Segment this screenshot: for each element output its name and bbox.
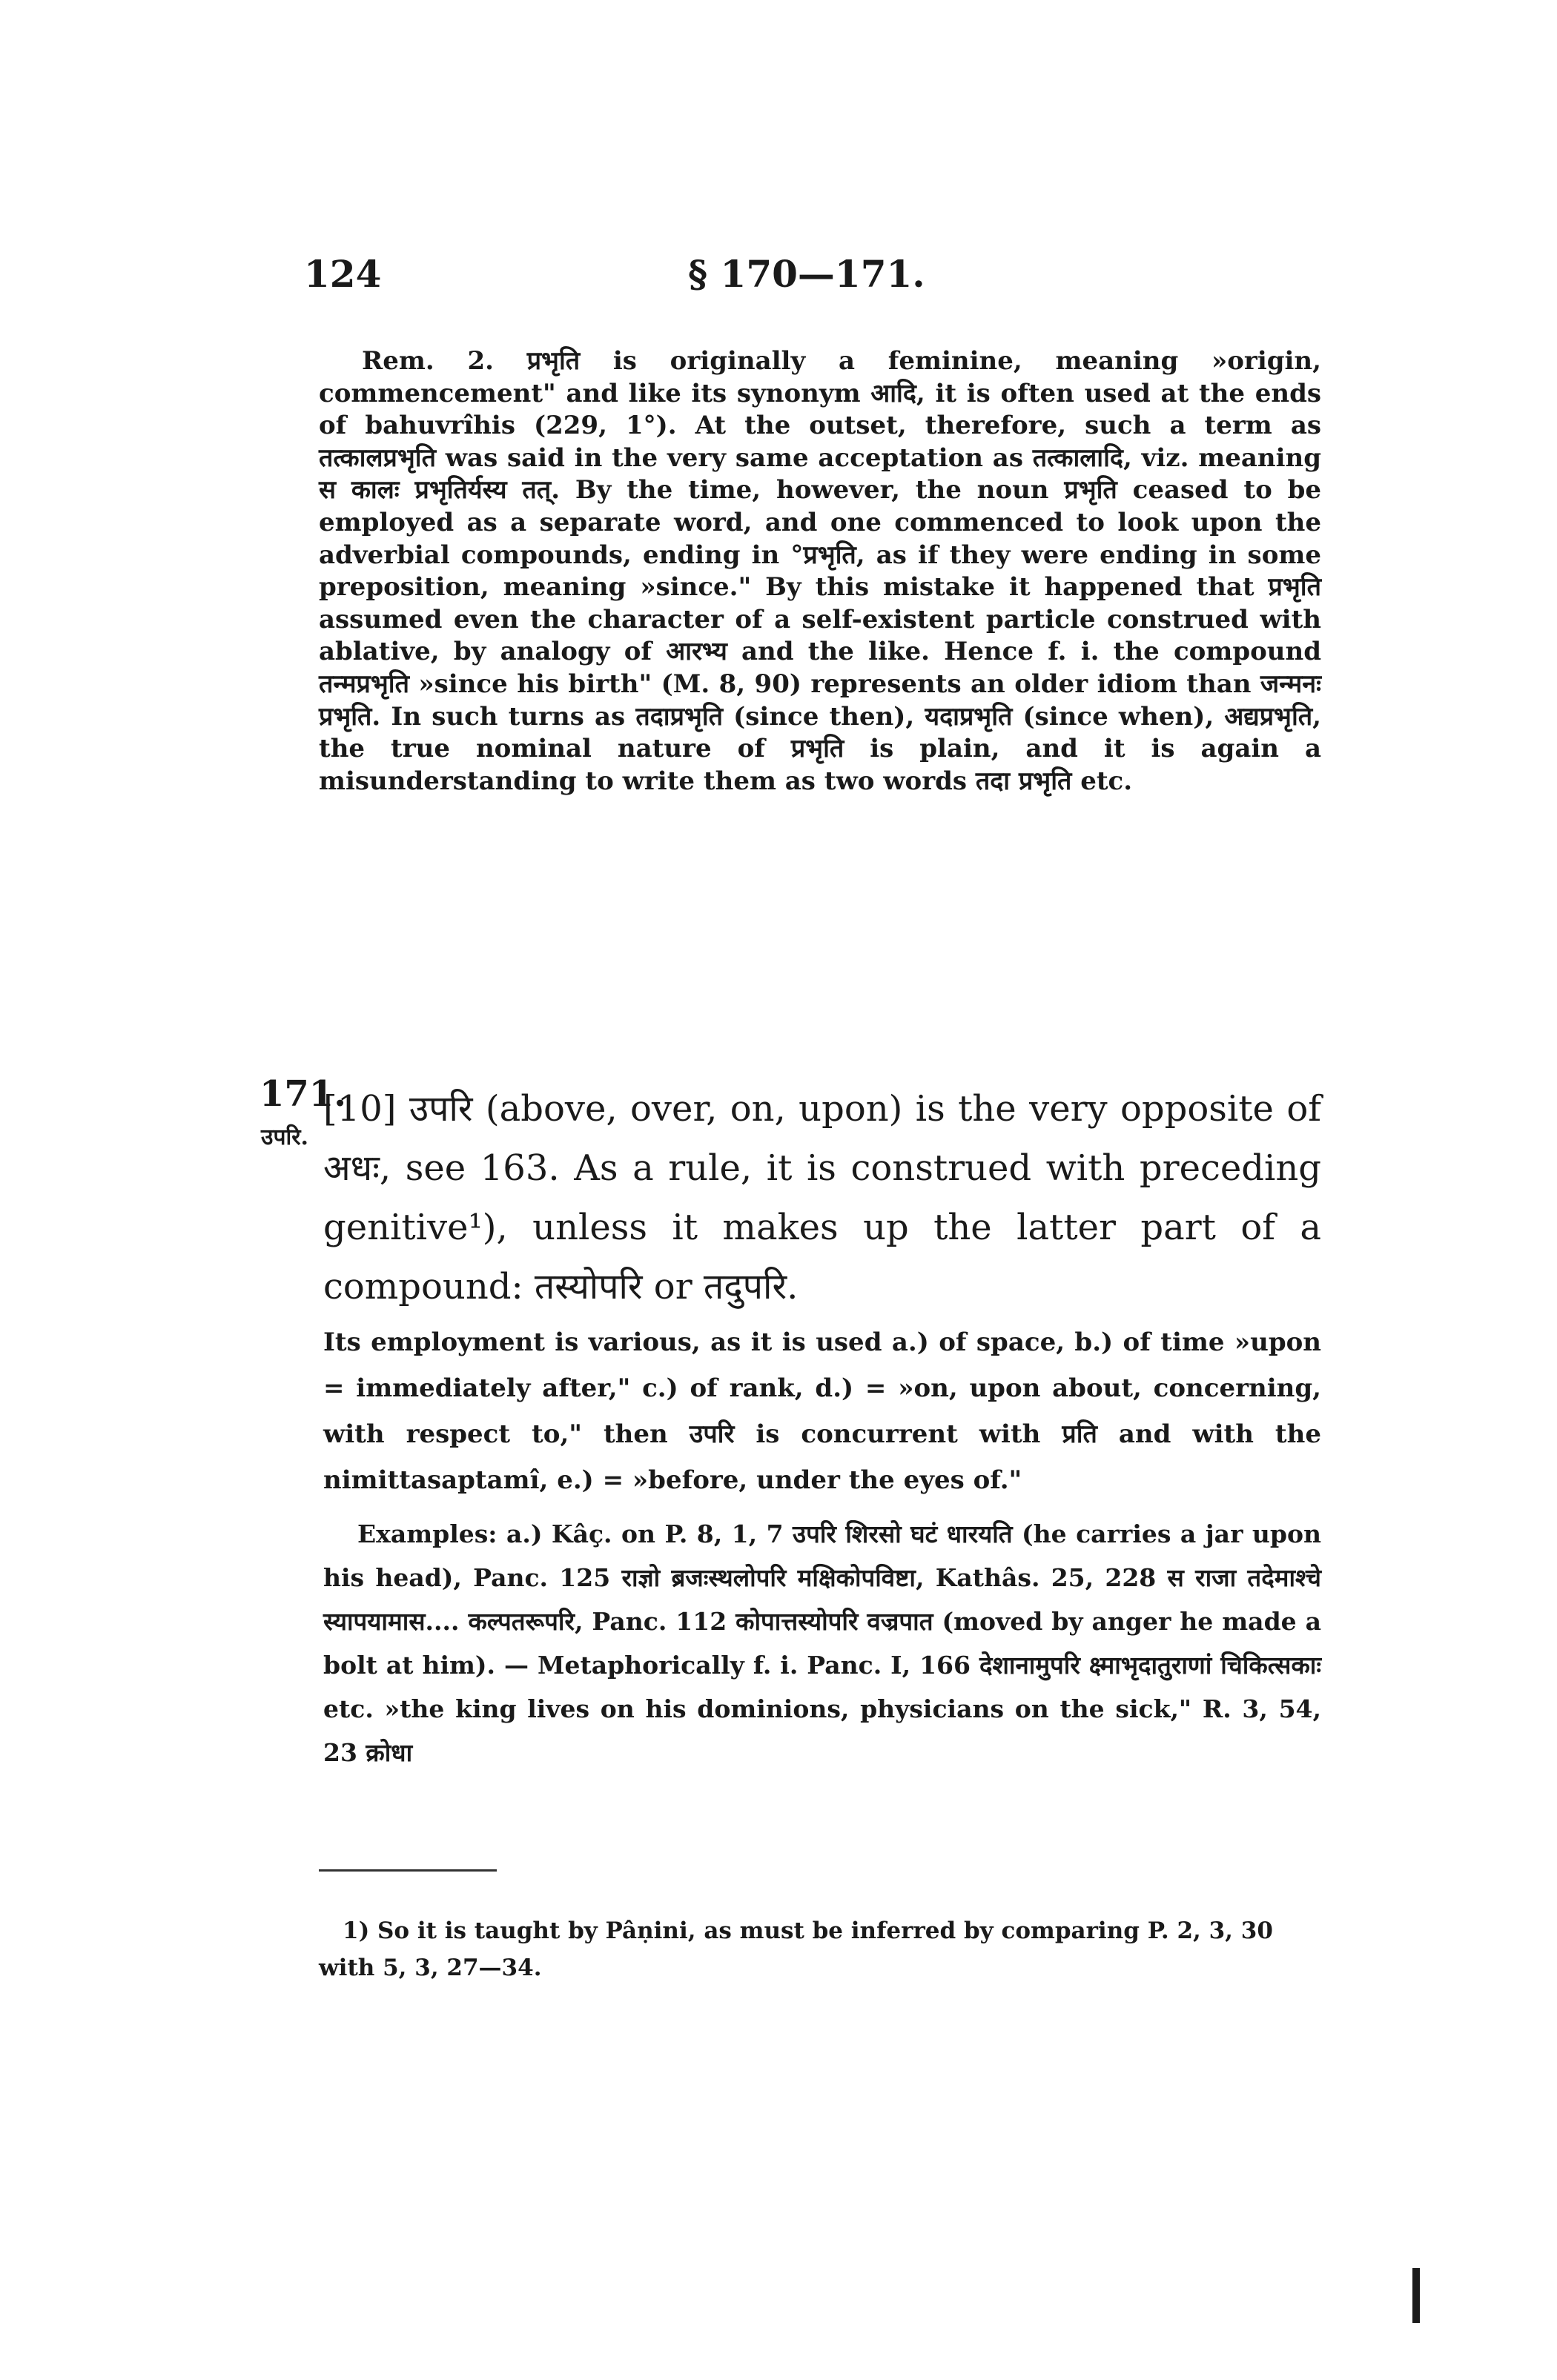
footnote: 1) So it is taught by Pâṇini, as must be inferred by comparing P. 2, 3, 30 with 5, 3, 27—34. [319, 1917, 1273, 1981]
margin-keyword: उपरि. [261, 1124, 308, 1150]
section-171-continuation: Its employment is various, as it is used a.) of space, b.) of time »upon = immediately after," c.) of rank, d.) = »on, upon about, concerning, with respect to," then उपरि is concurrent with प्रति and with the nimittasaptamî, e.) = »before, under the eyes of." [323, 1327, 1321, 1495]
page-number: 124 [304, 252, 382, 296]
section-171-opening: [10] उपरि (above, over, on, upon) is the very opposite of अधः, see 163. As a rule, it is construed with preceding genitive¹), unless it makes up the latter part of a compound: तस्योपरि or तदुपरि. [323, 1088, 1321, 1307]
section-heading: § 170—171. [688, 252, 925, 296]
margin-section-number: 171. [260, 1073, 346, 1115]
remark-paragraph: Rem. 2. प्रभृति is originally a feminine, meaning »origin, commencement" and like its synonym आदि, it is often used at the ends of bahuvrîhis (229, 1°). At the outset, therefore, such a term as तत्कालप्रभृति was said in the very same acceptation as तत्कालादि, viz. meaning स कालः प्रभृतिर्यस्य तत्. By the time, however, the noun प्रभृति ceased to be employed as a separate word, and one commenced to look upon the adverbial compounds, ending in °प्रभृति, as if they were ending in some preposition, meaning »since." By this mistake it happened that प्रभृति assumed even the character of a self-existent particle construed with ablative, by analogy of आरभ्य and the like. Hence f. i. the compound तन्मप्रभृति »since his birth" (M. 8, 90) represents an older idiom than जन्मनः प्रभृति. In such turns as तदाप्रभृति (since then), यदाप्रभृति (since when), अद्यप्रभृति, the true nominal nature of प्रभृति is plain, and it is again a misunderstanding to write them as two words तदा प्रभृति etc. [319, 346, 1321, 796]
footnote-divider [319, 1869, 497, 1872]
examples-paragraph: Examples: a.) Kâç. on P. 8, 1, 7 उपरि शिरसो घटं धारयति (he carries a jar upon his head), Panc. 125 राज्ञो ब्रजःस्थलोपरि मक्षिकोपविष्टा, Kathâs. 25, 228 स राजा तदेमाश्चे स्यापयामास.... कल्पतरूपरि, Panc. 112 कोपात्तस्योपरि वज्रपात (moved by anger he made a bolt at him). — Metaphorically f. i. Panc. I, 166 देशानामुपरि क्ष्माभृदातुराणां चिकित्सकाः etc. »the king lives on his dominions, physicians on the sick," R. 3, 54, 23 क्रोधा [323, 1519, 1321, 1767]
scan-edge-mark [1412, 2268, 1420, 2323]
